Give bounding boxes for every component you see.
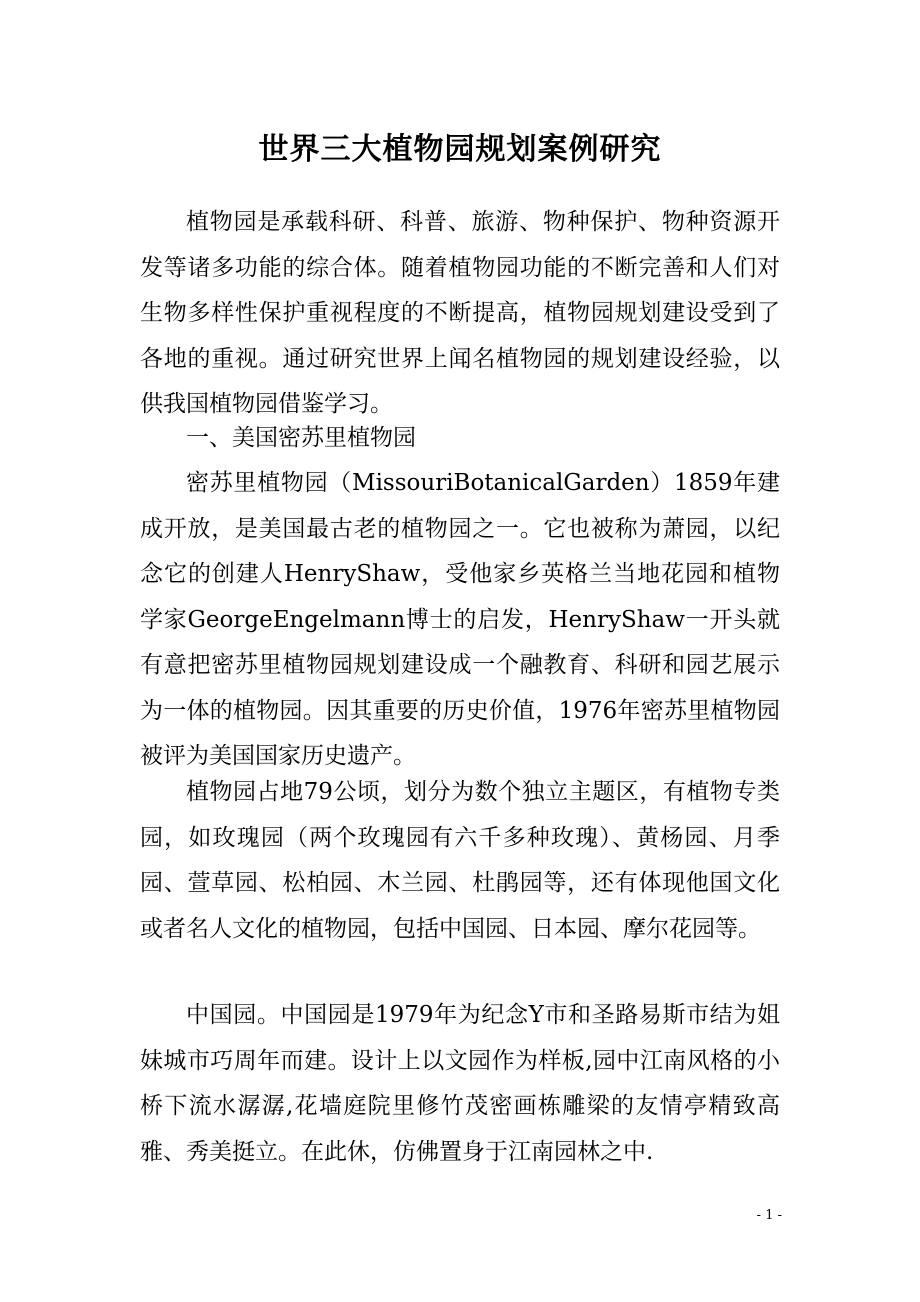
paragraph-missouri-history: 密苏里植物园（MissouriBotanicalGarden）1859年建成开放，是美国最古老的植物园之一。它也被称为萧园，以纪念它的创建人HenryShaw，受他家乡英格兰当地花园和植物学家GeorgeEngelmann博士的启发，HenryShaw一开头就有意把密苏里植物园规划建设成一个融教育、科研和园艺展示为一体的植物园。因其重要的历史价值，1976年密苏里植物园被评为美国国家历史遗产。	[140, 470, 780, 769]
document-title: 世界三大植物园规划案例研究	[258, 132, 662, 167]
paragraph-missouri-layout: 植物园占地79公顷，划分为数个独立主题区，有植物专类园，如玫瑰园（两个玫瑰园有六千多种玫瑰）、黄杨园、月季园、萱草园、松柏园、木兰园、杜鹃园等，还有体现他国文化或者名人文化的植物园，包括中国园、日本园、摩尔花园等。	[140, 779, 780, 942]
paragraph-intro: 植物园是承载科研、科普、旅游、物种保护、物种资源开发等诸多功能的综合体。随着植物园功能的不断完善和人们对生物多样性保护重视程度的不断提高，植物园规划建设受到了各地的重视。通过研究世界上闻名植物园的规划建设经验，以供我国植物园借鉴学习。	[140, 209, 780, 417]
section-heading-missouri: 一、美国密苏里植物园	[186, 425, 416, 451]
paragraph-chinese-garden: 中国园。中国园是1979年为纪念Y市和圣路易斯市结为姐妹城市巧周年而建。设计上以文园作为样板,园中江南风格的小桥下流水潺潺,花墙庭院里修竹茂密画栋雕梁的友情亭精致高雅、秀美挺立。在此休，仿佛置身于江南园林之中.	[140, 1002, 780, 1165]
page-number: - 1 -	[756, 1208, 782, 1223]
